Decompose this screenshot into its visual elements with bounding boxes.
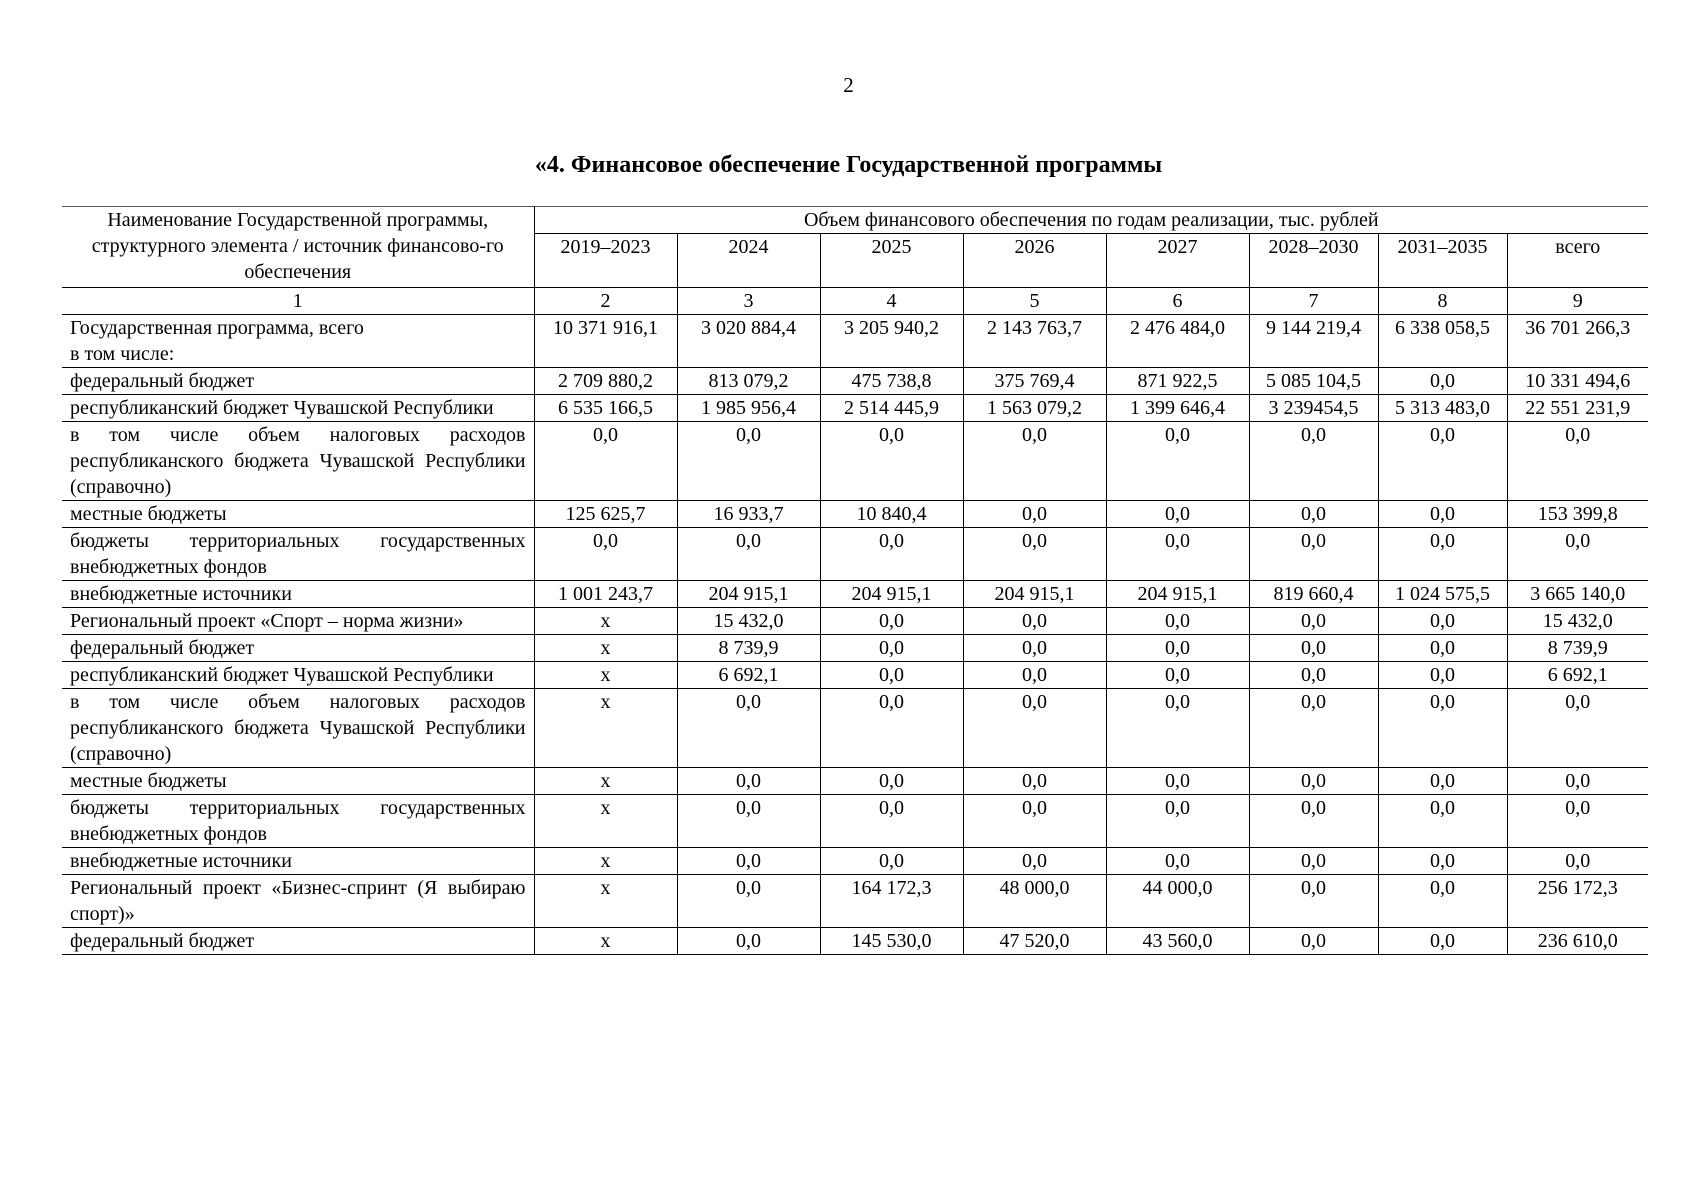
value-cell: 204 915,1: [820, 581, 963, 608]
row-label: бюджеты территориальных государственных внебюджетных фондов: [62, 795, 534, 848]
header-volume-group: Объем финансового обеспечения по годам реализации, тыс. рублей: [534, 207, 1648, 234]
value-cell: 0,0: [677, 875, 820, 928]
value-cell: 0,0: [1378, 608, 1507, 635]
value-cell: 0,0: [820, 689, 963, 768]
value-cell: 0,0: [1507, 528, 1648, 581]
value-cell: 0,0: [1106, 689, 1249, 768]
value-cell: 204 915,1: [963, 581, 1106, 608]
value-cell: 22 551 231,9: [1507, 395, 1648, 422]
row-label: республиканский бюджет Чувашской Республики: [62, 395, 534, 422]
value-cell: x: [534, 635, 677, 662]
row-label: бюджеты территориальных государственных внебюджетных фондов: [62, 528, 534, 581]
row-label: в том числе объем налоговых расходов республиканского бюджета Чувашской Республики (справочно): [62, 422, 534, 501]
table-row: [62, 501, 1648, 528]
value-cell: 15 432,0: [1507, 608, 1648, 635]
table-row: [62, 581, 1648, 608]
value-cell: 6 338 058,5: [1378, 315, 1507, 368]
column-number: 4: [820, 288, 963, 315]
row-label: Региональный проект «Спорт – норма жизни»: [62, 608, 534, 635]
value-cell: 0,0: [1106, 848, 1249, 875]
header-year: 2031–2035: [1378, 234, 1507, 288]
value-cell: 0,0: [1249, 608, 1378, 635]
value-cell: 0,0: [1249, 795, 1378, 848]
column-number: 3: [677, 288, 820, 315]
column-number: 2: [534, 288, 677, 315]
value-cell: 0,0: [1249, 768, 1378, 795]
row-label: Региональный проект «Бизнес-спринт (Я выбираю спорт)»: [62, 875, 534, 928]
value-cell: 1 985 956,4: [677, 395, 820, 422]
table-row: [62, 635, 1648, 662]
value-cell: 204 915,1: [677, 581, 820, 608]
value-cell: 0,0: [1507, 689, 1648, 768]
value-cell: 43 560,0: [1106, 928, 1249, 955]
value-cell: 2 476 484,0: [1106, 315, 1249, 368]
value-cell: 0,0: [1249, 501, 1378, 528]
table-row: [62, 689, 1648, 768]
value-cell: 0,0: [677, 422, 820, 501]
value-cell: 375 769,4: [963, 368, 1106, 395]
value-cell: 0,0: [963, 795, 1106, 848]
value-cell: 0,0: [963, 662, 1106, 689]
value-cell: 0,0: [820, 422, 963, 501]
value-cell: 10 331 494,6: [1507, 368, 1648, 395]
value-cell: 0,0: [1507, 848, 1648, 875]
value-cell: 256 172,3: [1507, 875, 1648, 928]
column-number: 7: [1249, 288, 1378, 315]
table-row: [62, 608, 1648, 635]
value-cell: 0,0: [820, 608, 963, 635]
value-cell: 6 692,1: [1507, 662, 1648, 689]
value-cell: 0,0: [677, 528, 820, 581]
row-label: федеральный бюджет: [62, 368, 534, 395]
row-label: в том числе объем налоговых расходов республиканского бюджета Чувашской Республики (справочно): [62, 689, 534, 768]
value-cell: 164 172,3: [820, 875, 963, 928]
value-cell: 0,0: [1106, 528, 1249, 581]
value-cell: 1 001 243,7: [534, 581, 677, 608]
value-cell: x: [534, 848, 677, 875]
value-cell: 0,0: [963, 528, 1106, 581]
row-label: внебюджетные источники: [62, 581, 534, 608]
value-cell: 0,0: [677, 768, 820, 795]
value-cell: 0,0: [677, 928, 820, 955]
column-number: 5: [963, 288, 1106, 315]
table-row: [62, 848, 1648, 875]
value-cell: x: [534, 768, 677, 795]
column-number: 8: [1378, 288, 1507, 315]
header-year: 2027: [1106, 234, 1249, 288]
value-cell: 0,0: [963, 501, 1106, 528]
value-cell: 3 665 140,0: [1507, 581, 1648, 608]
value-cell: 9 144 219,4: [1249, 315, 1378, 368]
value-cell: 6 535 166,5: [534, 395, 677, 422]
value-cell: 813 079,2: [677, 368, 820, 395]
value-cell: x: [534, 795, 677, 848]
value-cell: 0,0: [820, 635, 963, 662]
value-cell: 0,0: [1249, 528, 1378, 581]
value-cell: 15 432,0: [677, 608, 820, 635]
value-cell: 0,0: [963, 422, 1106, 501]
value-cell: 0,0: [1378, 528, 1507, 581]
value-cell: 236 610,0: [1507, 928, 1648, 955]
value-cell: 3 239454,5: [1249, 395, 1378, 422]
value-cell: 10 840,4: [820, 501, 963, 528]
row-label: местные бюджеты: [62, 768, 534, 795]
financing-table: [62, 206, 1648, 955]
section-title: «4. Финансовое обеспечение Государственной программы: [534, 152, 1163, 178]
value-cell: 0,0: [1378, 635, 1507, 662]
value-cell: 8 739,9: [677, 635, 820, 662]
value-cell: 153 399,8: [1507, 501, 1648, 528]
value-cell: 0,0: [1106, 795, 1249, 848]
value-cell: 0,0: [1378, 662, 1507, 689]
value-cell: 44 000,0: [1106, 875, 1249, 928]
value-cell: 475 738,8: [820, 368, 963, 395]
header-year: 2024: [677, 234, 820, 288]
value-cell: 36 701 266,3: [1507, 315, 1648, 368]
value-cell: 0,0: [1249, 662, 1378, 689]
value-cell: 0,0: [820, 662, 963, 689]
column-number: 6: [1106, 288, 1249, 315]
value-cell: 0,0: [677, 689, 820, 768]
table-row: [62, 422, 1648, 501]
value-cell: 0,0: [1106, 768, 1249, 795]
value-cell: 0,0: [1249, 635, 1378, 662]
table-row: [62, 768, 1648, 795]
value-cell: 0,0: [820, 528, 963, 581]
value-cell: 1 024 575,5: [1378, 581, 1507, 608]
value-cell: 0,0: [677, 795, 820, 848]
value-cell: 0,0: [1507, 768, 1648, 795]
header-year: 2028–2030: [1249, 234, 1378, 288]
value-cell: 0,0: [677, 848, 820, 875]
value-cell: 0,0: [1378, 928, 1507, 955]
value-cell: 0,0: [1378, 768, 1507, 795]
header-year: 2026: [963, 234, 1106, 288]
table-row: [62, 315, 1648, 368]
value-cell: x: [534, 689, 677, 768]
value-cell: 5 313 483,0: [1378, 395, 1507, 422]
value-cell: 2 143 763,7: [963, 315, 1106, 368]
table-row: [62, 795, 1648, 848]
value-cell: 0,0: [1507, 422, 1648, 501]
row-label: республиканский бюджет Чувашской Республики: [62, 662, 534, 689]
table-row: [62, 928, 1648, 955]
row-label: Государственная программа, всего в том числе:: [62, 315, 534, 368]
table-row: [62, 875, 1648, 928]
value-cell: 0,0: [1378, 848, 1507, 875]
row-label: местные бюджеты: [62, 501, 534, 528]
value-cell: 2 514 445,9: [820, 395, 963, 422]
value-cell: 0,0: [1106, 422, 1249, 501]
value-cell: 2 709 880,2: [534, 368, 677, 395]
value-cell: 0,0: [534, 528, 677, 581]
value-cell: 0,0: [1378, 875, 1507, 928]
value-cell: 0,0: [963, 635, 1106, 662]
value-cell: 6 692,1: [677, 662, 820, 689]
value-cell: 0,0: [1249, 928, 1378, 955]
value-cell: 0,0: [1507, 795, 1648, 848]
value-cell: 125 625,7: [534, 501, 677, 528]
value-cell: 47 520,0: [963, 928, 1106, 955]
value-cell: 0,0: [963, 848, 1106, 875]
value-cell: 5 085 104,5: [1249, 368, 1378, 395]
value-cell: 0,0: [820, 768, 963, 795]
value-cell: x: [534, 662, 677, 689]
value-cell: 48 000,0: [963, 875, 1106, 928]
value-cell: 0,0: [963, 608, 1106, 635]
value-cell: 10 371 916,1: [534, 315, 677, 368]
value-cell: 0,0: [1249, 422, 1378, 501]
value-cell: 0,0: [820, 848, 963, 875]
header-year: 2019–2023: [534, 234, 677, 288]
value-cell: x: [534, 608, 677, 635]
value-cell: 3 020 884,4: [677, 315, 820, 368]
value-cell: x: [534, 875, 677, 928]
table-row: [62, 368, 1648, 395]
value-cell: 8 739,9: [1507, 635, 1648, 662]
value-cell: 1 399 646,4: [1106, 395, 1249, 422]
value-cell: 0,0: [963, 689, 1106, 768]
value-cell: 0,0: [1378, 689, 1507, 768]
value-cell: 0,0: [1249, 848, 1378, 875]
table-body: [62, 315, 1648, 955]
page-number: 2: [843, 73, 854, 97]
value-cell: 819 660,4: [1249, 581, 1378, 608]
value-cell: 0,0: [1378, 368, 1507, 395]
value-cell: 0,0: [963, 768, 1106, 795]
value-cell: 0,0: [1378, 501, 1507, 528]
row-label: федеральный бюджет: [62, 928, 534, 955]
column-number: 9: [1507, 288, 1648, 315]
value-cell: 0,0: [1378, 795, 1507, 848]
row-label: внебюджетные источники: [62, 848, 534, 875]
value-cell: 0,0: [1249, 875, 1378, 928]
table-row: [62, 395, 1648, 422]
value-cell: 0,0: [1106, 501, 1249, 528]
header-name-column: Наименование Государственной программы, структурного элемента / источник финансово-го обеспечения: [62, 207, 534, 288]
value-cell: 0,0: [534, 422, 677, 501]
column-number: 1: [62, 288, 534, 315]
header-year: 2025: [820, 234, 963, 288]
value-cell: 0,0: [1106, 608, 1249, 635]
header-total: всего: [1507, 234, 1648, 288]
value-cell: 145 530,0: [820, 928, 963, 955]
value-cell: 0,0: [1378, 422, 1507, 501]
table-row: [62, 528, 1648, 581]
value-cell: 3 205 940,2: [820, 315, 963, 368]
value-cell: 0,0: [820, 795, 963, 848]
row-label: федеральный бюджет: [62, 635, 534, 662]
value-cell: 0,0: [1249, 689, 1378, 768]
value-cell: 871 922,5: [1106, 368, 1249, 395]
table-row: [62, 662, 1648, 689]
value-cell: x: [534, 928, 677, 955]
value-cell: 0,0: [1106, 662, 1249, 689]
value-cell: 0,0: [1106, 635, 1249, 662]
value-cell: 16 933,7: [677, 501, 820, 528]
value-cell: 204 915,1: [1106, 581, 1249, 608]
value-cell: 1 563 079,2: [963, 395, 1106, 422]
